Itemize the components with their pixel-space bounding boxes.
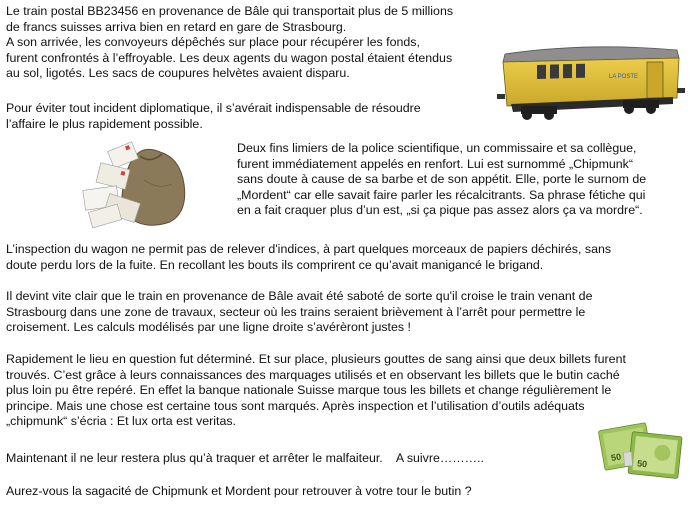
text-line: plus loin pu être repéré. En effet la banque nationale Suisse marque tous les billets et change régulièrement le [6, 383, 612, 397]
text-line: principe. Mais une chose est certaine tous sont marqués. Après inspection et l’utilisation d’outils adéquats [6, 398, 585, 413]
text-line: de francs suisses arriva bien en retard en gare de Strasbourg. [6, 19, 347, 34]
text-line: furent immédiatement appelés en renfort. Lui est surnommé „Chipmunk“ [237, 156, 633, 171]
train-wagon-image [497, 40, 685, 122]
text-line: en a fait craquer plus d’un est, „si ça pique pas assez alors ça va mordre“. [237, 203, 643, 217]
paragraph-challenge [6, 484, 472, 500]
text-line: Rapidement le lieu en question fut déterminé. Et sur place, plusieurs gouttes de sang ainsi que deux billets furent [6, 352, 626, 366]
text-line: furent confrontés à l’effroyable. Les deux agents du wagon postal étaient étendus [6, 50, 453, 65]
banknote-value: 50 [610, 451, 622, 464]
wagon-label: LA POSTE [609, 74, 639, 80]
text-line: sans doute à cause de sa barbe et de son appétit. Elle, porte le surnom de [237, 172, 647, 186]
text-line: Aurez-vous la sagacité de Chipmunk et Mordent pour retrouver à votre tour le butin ? [6, 484, 472, 498]
text-line: Maintenant il ne leur restera plus qu’à traquer et arrêter le malfaiteur. A suivre……….. [6, 451, 484, 465]
text-line: Le train postal BB23456 en provenance de Bâle qui transportait plus de 5 millions [6, 4, 454, 18]
text-line: Deux fins limiers de la police scientifique, un commissaire et sa collègue, [237, 141, 637, 155]
paragraph-to-be-continued [6, 451, 484, 467]
text-line: Pour éviter tout incident diplomatique, il s’avérait indispensable de résoudre [6, 101, 421, 115]
text-line: croisement. Les calculs modélisés par une ligne droite s’avérèront justes ! [6, 320, 411, 334]
text-line: „Mordent“ car elle savait faire parler les récalcitrants. Sa phrase fétiche qui [237, 187, 646, 202]
banknote-value: 50 [636, 458, 648, 470]
paragraph-detectives [237, 141, 646, 219]
text-line: L’inspection du wagon ne permit pas de relever d'indices, à part quelques morceaux de papiers déchirés, sans [6, 242, 612, 256]
text-line: doute perdu lors de la fuite. En recollant les bouts ils comprirent ce qu’avait manigancé le brigand. [6, 257, 544, 272]
mail-sack-image [80, 140, 190, 230]
paragraph-sabotage [6, 289, 592, 336]
text-line: Il devint vite clair que le train en provenance de Bâle avait été saboté de sorte qu'il croise le train venant de [6, 289, 593, 303]
paragraph-discovery [6, 352, 626, 430]
paragraph-inspection [6, 242, 611, 273]
text-line: trouvés. C’est grâce à leurs connaissances des marquages utilisés et en observant les billets que le butin caché [6, 367, 620, 382]
text-line: Strasbourg dans une zone de travaux, secteur où les trains seraient brièvement à l’arrêt pour permettre le [6, 304, 586, 319]
paragraph-urgency [6, 101, 421, 132]
text-line: „chipmunk“ s’écria : Et lux orta est veritas. [6, 414, 236, 428]
paragraph-intro [6, 4, 453, 82]
banknotes-image [594, 412, 686, 486]
text-line: l’affaire le plus rapidement possible. [6, 116, 203, 131]
text-line: A son arrivée, les convoyeurs dépêchés sur place pour récupérer les fonds, [6, 35, 420, 49]
text-line: au sol, ligotés. Les sacs de coupures helvètes avaient disparu. [6, 66, 350, 80]
